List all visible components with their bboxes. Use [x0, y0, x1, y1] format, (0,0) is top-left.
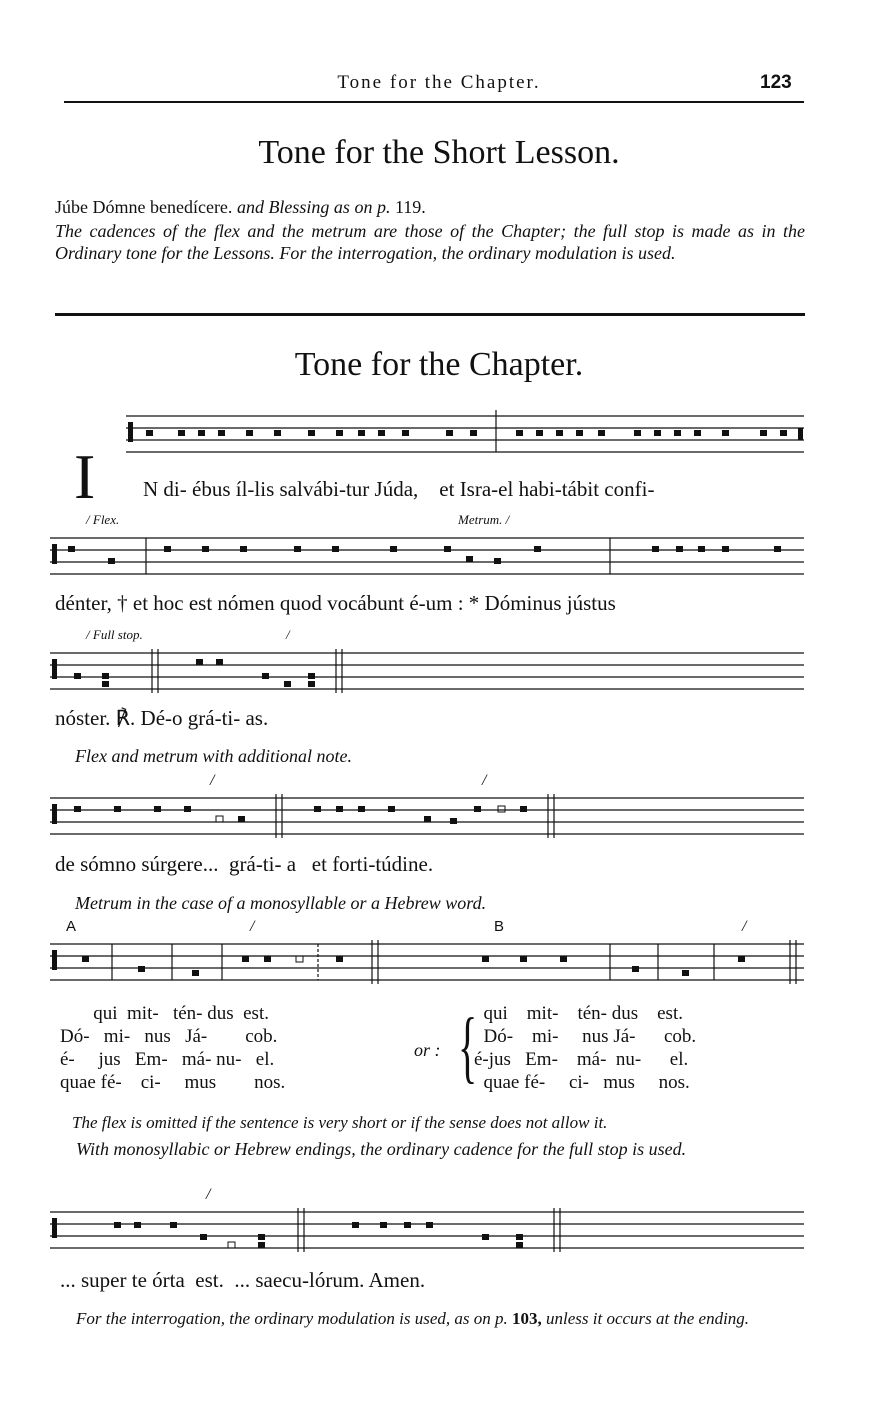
- chant-staff-6: [46, 1204, 806, 1270]
- note-monosyllabic: With monosyllabic or Hebrew endings, the ordinary cadence for the full stop is used.: [76, 1139, 687, 1159]
- accent-mark-c: /: [206, 1186, 211, 1203]
- accent-mark-a2: /: [482, 772, 487, 789]
- final-note-page: 103,: [512, 1309, 542, 1328]
- accent-mark-a1: /: [210, 772, 215, 789]
- short-lesson-paragraph: [55, 220, 805, 264]
- final-note-tail: unless it occurs at the ending.: [546, 1309, 750, 1328]
- flex-label: Flex.: [92, 512, 120, 527]
- example-column-a: qui mit- tén- dus est. Dó- mi- nus Já- cob. é- jus Em- má- nu- el. quae fé- ci- mus nos.: [60, 1003, 286, 1093]
- chant-staff-4: [46, 790, 806, 856]
- label-b: B: [494, 918, 505, 935]
- header-rule: [64, 101, 804, 103]
- drop-cap: I: [74, 441, 96, 512]
- accent-mark-b2: /: [742, 918, 747, 935]
- chant-staff-5: [46, 936, 806, 1002]
- chant-lyric-5: ... super te órta est. ... saecu-lórum. Amen.: [60, 1268, 426, 1292]
- metrum-mark: Metrum. /: [458, 512, 510, 527]
- chant-lyric-2: dénter, † et hoc est nómen quod vocábunt é-um : * Dóminus jústus: [55, 591, 616, 615]
- short-lesson-intro: [55, 196, 805, 218]
- caption-additional-note: Flex and metrum with additional note.: [75, 746, 352, 766]
- chant-staff-3: [46, 645, 806, 711]
- final-note-text: For the interrogation, the ordinary modulation is used, as on p.: [76, 1309, 508, 1328]
- brace-icon: {: [458, 1003, 478, 1091]
- chant-lyric-3: nóster. ℟. Dé-o grá-ti- as.: [55, 706, 269, 730]
- cadence-text: The cadences of the flex and the metrum are those of the Chapter; the full stop is made as in the Ordinary tone for the Lessons.: [55, 221, 805, 263]
- blessing-ref: and Blessing as on p.: [236, 197, 391, 217]
- chapter-title: Tone for the Chapter.: [294, 346, 584, 383]
- example-column-b: qui mit- tén- dus est. Dó- mi- nus Já- cob. é-jus Em- má- nu- el. quae fé- ci- mus nos.: [474, 1003, 697, 1093]
- chant-lyric-1: N di- ébus íl-lis salvábi-tur Júda, et Isra-el habi-tábit confi-: [143, 477, 655, 501]
- metrum-label: Metrum.: [458, 512, 503, 527]
- chant-staff-1: [46, 408, 806, 474]
- final-note: [50, 1308, 802, 1330]
- note-flex-omitted: The flex is omitted if the sentence is very short or if the sense does not allow it.: [72, 1113, 608, 1132]
- full-stop-accent-mark: /: [286, 627, 290, 642]
- section-rule: [55, 313, 805, 316]
- chant-lyric-4: de sómno súrgere... grá-ti- a et forti-túdine.: [55, 852, 434, 876]
- label-a: A: [66, 918, 77, 935]
- full-stop-label: Full stop.: [92, 627, 143, 642]
- or-label: or :: [414, 1040, 441, 1060]
- flex-mark: / Flex.: [86, 512, 120, 527]
- blessing-page: 119.: [394, 197, 426, 217]
- benedicere-text: Júbe Dómne benedícere.: [55, 197, 233, 217]
- accent-mark-b1: /: [250, 918, 255, 935]
- running-header-title: Tone for the Chapter.: [337, 72, 541, 93]
- full-stop-mark: / Full stop.: [86, 627, 143, 642]
- caption-monosyllable: Metrum in the case of a monosyllable or a Hebrew word.: [75, 893, 487, 913]
- short-lesson-title: Tone for the Short Lesson.: [258, 134, 620, 171]
- interrogation-text: For the interrogation, the ordinary modulation is used.: [279, 243, 676, 263]
- page-number: 123: [760, 72, 792, 93]
- chant-staff-2: [46, 530, 806, 596]
